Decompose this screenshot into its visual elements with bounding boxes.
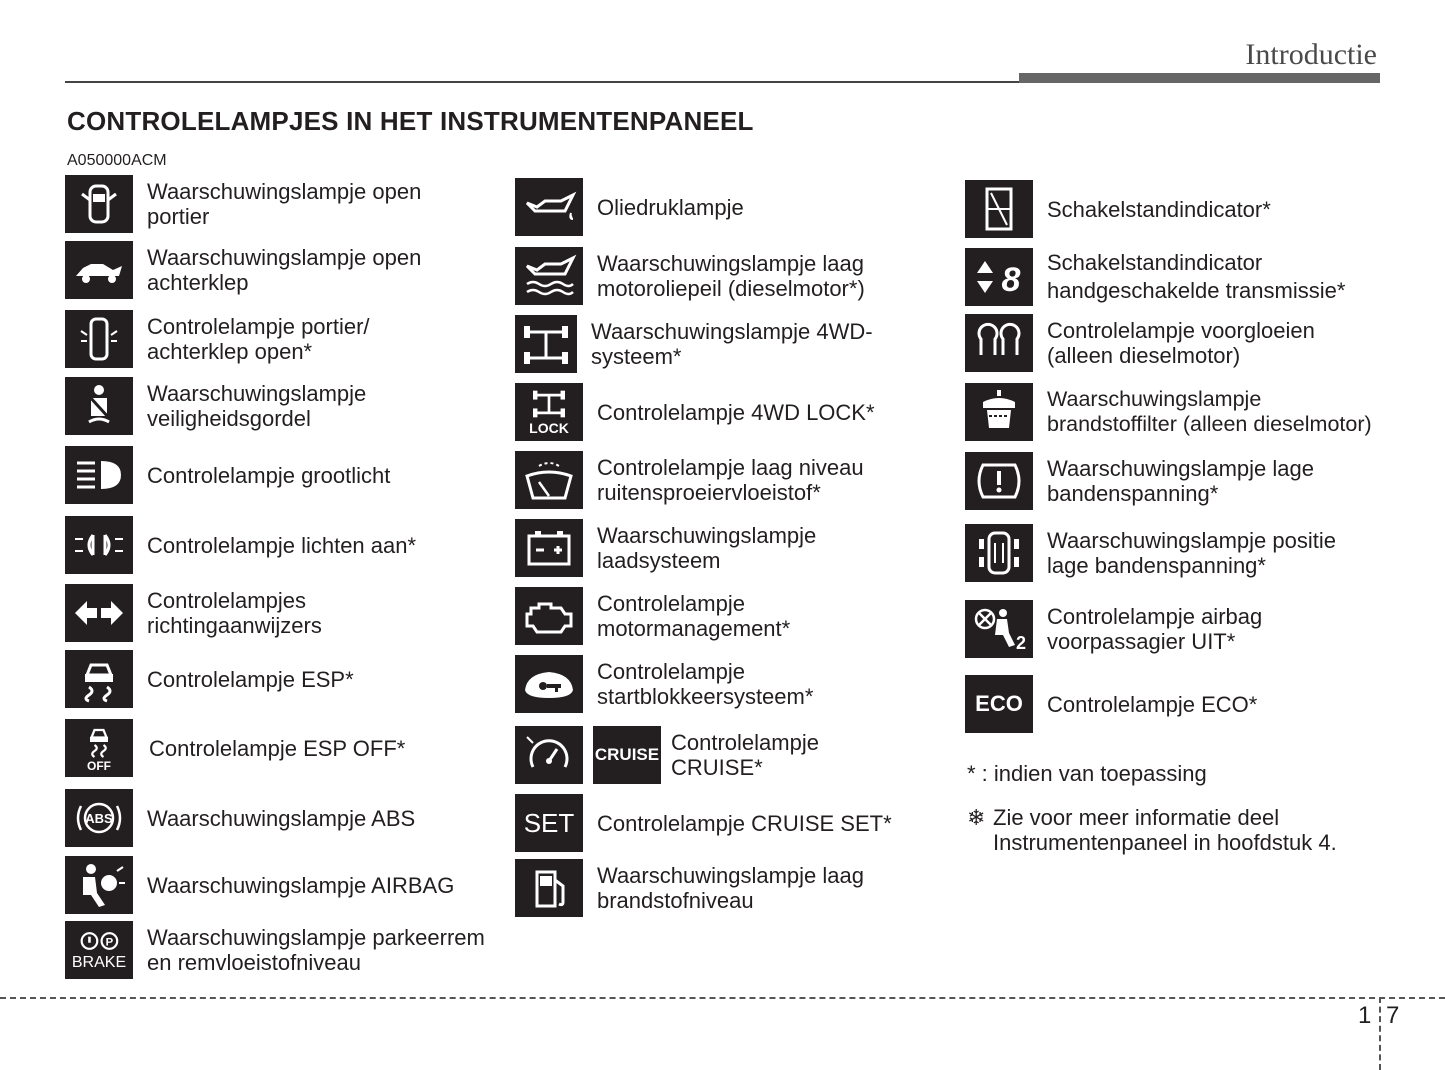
list-item: Controlelampje lichten aan* <box>65 516 447 574</box>
check-engine-icon <box>515 587 583 645</box>
esp-off-icon: OFF <box>65 719 133 777</box>
fuel-level-icon <box>515 859 583 917</box>
glow-plug-icon <box>965 314 1033 372</box>
shift-indicator-icon <box>965 248 1033 306</box>
4wd-lock-icon: LOCK <box>515 383 583 441</box>
list-item: Waarschuwingslampje lage bandenspanning* <box>965 452 1367 510</box>
high-beam-icon <box>65 446 133 504</box>
list-item: LOCK Controlelampje 4WD LOCK* <box>515 383 897 441</box>
tail-lights-icon <box>65 516 133 574</box>
fuel-filter-icon <box>965 383 1033 441</box>
trunk-open-icon <box>65 241 133 299</box>
list-item: Controlelampje startblokkeersysteem* <box>515 655 897 713</box>
footnote: * : indien van toepassing <box>967 761 1207 786</box>
svg-text:8: 8 <box>1001 261 1021 299</box>
abs-icon <box>65 789 133 847</box>
header-bar <box>1019 73 1380 83</box>
4wd-system-icon <box>515 315 577 373</box>
list-item: Waarschuwingslampje laag brandstofniveau <box>515 859 897 917</box>
list-item: ABS Waarschuwingslampje ABS <box>65 789 447 847</box>
header-rule <box>65 81 1019 83</box>
page-title: CONTROLELAMPJES IN HET INSTRUMENTENPANEEL <box>67 106 754 136</box>
tire-position-icon <box>965 524 1033 582</box>
esp-icon <box>65 650 133 708</box>
washer-fluid-icon <box>515 451 583 509</box>
cruise-icon: CRUISE <box>593 726 661 784</box>
list-item: Controlelampje motormanagement* <box>515 587 897 645</box>
footer-divider <box>1379 997 1381 1070</box>
list-item: Waarschuwingslampje laadsysteem <box>515 519 897 577</box>
passenger-airbag-off-icon <box>965 600 1033 658</box>
page-number: 7 <box>1386 1002 1400 1029</box>
eco-icon: ECO <box>965 675 1033 733</box>
info-symbol: ❄ <box>967 805 986 830</box>
oil-pressure-icon <box>515 178 583 236</box>
list-item: Controlelampje laag niveau ruitensproeiervloeistof* <box>515 451 897 509</box>
svg-text:ABS: ABS <box>85 811 113 826</box>
list-item: Controlelampje grootlicht <box>65 446 447 504</box>
list-item: Controlelampje portier/ achterklep open* <box>65 310 447 368</box>
list-item: Waarschuwingslampje open achterklep <box>65 241 447 299</box>
seatbelt-icon <box>65 377 133 435</box>
footer-rule <box>0 997 1445 999</box>
low-oil-level-icon <box>515 247 583 305</box>
list-item: OFF Controlelampje ESP OFF* <box>65 719 449 777</box>
list-item: P BRAKE Waarschuwingslampje parkeerrem en remvloeistofniveau <box>65 921 487 979</box>
list-item: Waarschuwingslampje brandstoffilter (alleen dieselmotor) <box>965 383 1387 441</box>
list-item: Controlelampje voorgloeien (alleen dieselmotor) <box>965 314 1367 372</box>
list-item: Waarschuwingslampje veiligheidsgordel <box>65 377 447 435</box>
brake-icon: P BRAKE <box>65 921 133 979</box>
list-item: Oliedruklampje <box>515 178 887 236</box>
list-item: Waarschuwingslampje open portier <box>65 175 447 233</box>
list-item: ECO Controlelampje ECO* <box>965 675 1367 733</box>
list-item: CRUISE Controlelampje CRUISE* <box>515 726 851 784</box>
svg-text:2: 2 <box>1015 633 1027 653</box>
info-note: Zie voor meer informatie deel Instrumentenpaneel in hoofdstuk 4. <box>993 805 1337 855</box>
list-item: Waarschuwingslampje positie lage bandenspanning* <box>965 524 1377 582</box>
list-item: Controlelampjes richtingaanwijzers <box>65 584 447 642</box>
list-item: SET Controlelampje CRUISE SET* <box>515 794 917 852</box>
chapter-number: 1 <box>1358 1002 1372 1029</box>
list-item: Controlelampje ESP* <box>65 650 447 708</box>
battery-icon <box>515 519 583 577</box>
cruise-set-icon: SET <box>515 794 583 852</box>
list-item: Waarschuwingslampje laag motoroliepeil (dieselmotor*) <box>515 247 897 305</box>
gear-position-icon <box>965 180 1033 238</box>
cruise-speedometer-icon <box>515 726 583 784</box>
list-item: Schakelstandindicator* <box>965 180 1367 238</box>
door-tailgate-icon <box>65 310 133 368</box>
list-item: 2 Controlelampje airbag voorpassagier UIT* <box>965 600 1367 658</box>
section-title: Introductie <box>1245 38 1377 71</box>
doc-code: A050000ACM <box>67 152 167 169</box>
turn-signal-icon <box>65 584 133 642</box>
immobilizer-icon <box>515 655 583 713</box>
tire-pressure-icon <box>965 452 1033 510</box>
door-open-icon <box>65 175 133 233</box>
list-item: Waarschuwingslampje 4WD-systeem* <box>515 315 891 373</box>
airbag-icon <box>65 856 133 914</box>
list-item: 8 Schakelstandindicator handgeschakelde transmissie* <box>965 248 1377 306</box>
list-item: Waarschuwingslampje AIRBAG <box>65 856 477 914</box>
svg-text:P: P <box>105 936 114 949</box>
